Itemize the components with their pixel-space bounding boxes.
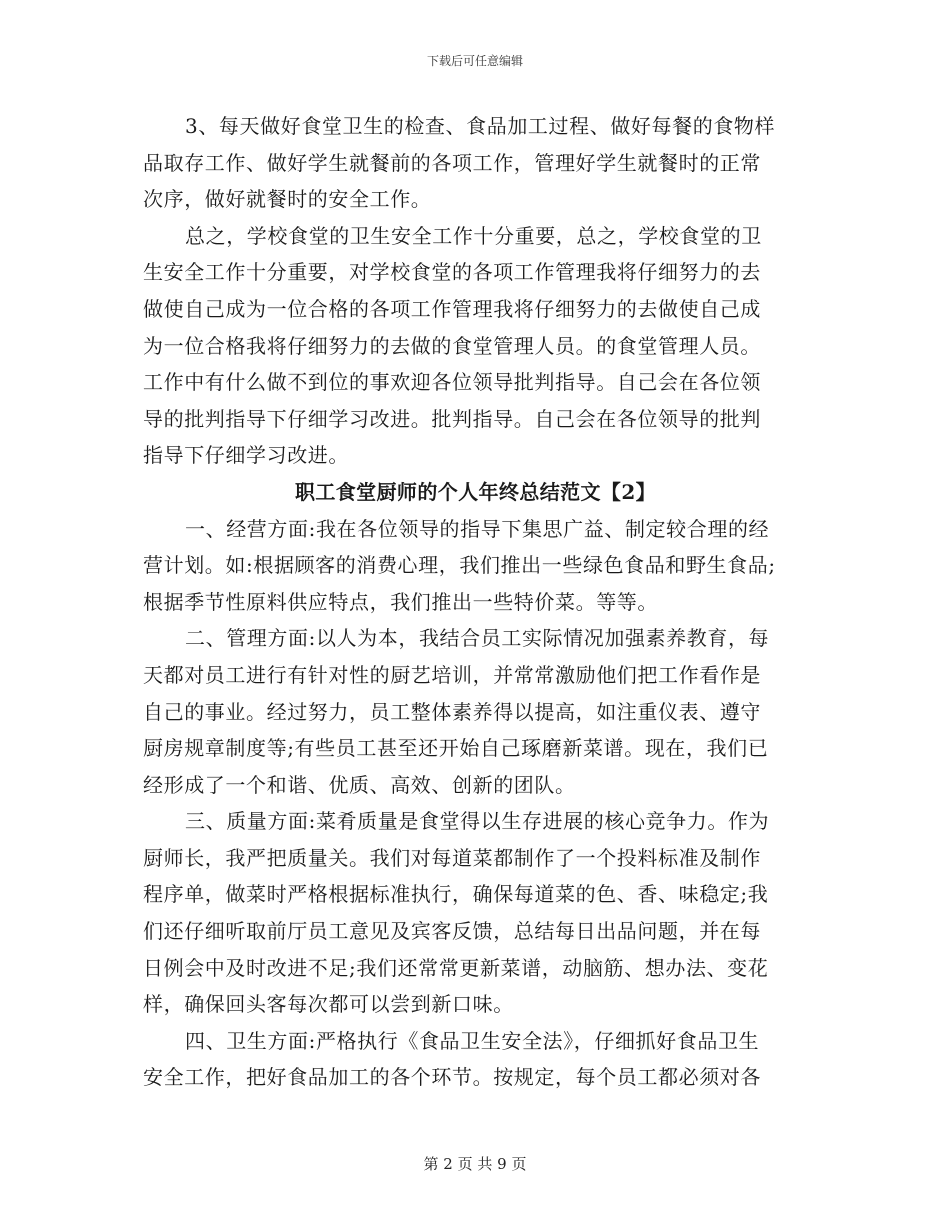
paragraph-line: 自己的事业。经过努力，员工整体素养得以提高，如注重仪表、遵守 — [143, 699, 761, 724]
paragraph-line: 生安全工作十分重要，对学校食堂的各项工作管理我将仔细努力的去 — [143, 260, 761, 285]
document-body — [143, 108, 808, 1096]
paragraph-line: 三、质量方面:菜肴质量是食堂得以生存进展的核心竞争力。作为 — [185, 809, 770, 834]
paragraph-line: 四、卫生方面:严格执行《食品卫生安全法》，仔细抓好食品卫生 — [185, 1028, 760, 1053]
paragraph-line: 们还仔细听取前厅员工意见及宾客反馈，总结每日出品问题，并在每 — [143, 919, 761, 944]
paragraph-line: 工作中有什么做不到位的事欢迎各位领导批判指导。自己会在各位领 — [143, 370, 761, 395]
paragraph-line: 指导下仔细学习改进。 — [143, 443, 349, 468]
section-title: 职工食堂厨师的个人年终总结范文【2】 — [294, 479, 657, 504]
paragraph-line: 厨房规章制度等;有些员工甚至还开始自己琢磨新菜谱。现在，我们已 — [143, 736, 769, 761]
paragraph-line: 总之，学校食堂的卫生安全工作十分重要，总之，学校食堂的卫 — [185, 223, 762, 248]
paragraph-line: 安全工作，把好食品加工的各个环节。按规定，每个员工都必须对各 — [143, 1065, 761, 1090]
paragraph-line: 厨师长，我严把质量关。我们对每道菜都制作了一个投料标准及制作 — [143, 845, 761, 870]
paragraph-line: 次序，做好就餐时的安全工作。 — [143, 187, 432, 212]
paragraph-line: 经形成了一个和谐、优质、高效、创新的团队。 — [143, 772, 576, 797]
paragraph-line: 做使自己成为一位合格的各项工作管理我将仔细努力的去做使自己成 — [143, 296, 761, 321]
paragraph-line: 二、管理方面:以人为本，我结合员工实际情况加强素养教育，每 — [185, 626, 770, 651]
paragraph-line: 为一位合格我将仔细努力的去做的食堂管理人员。的食堂管理人员。 — [143, 333, 761, 358]
paragraph-line: 根据季节性原料供应特点，我们推出一些特价菜。等等。 — [143, 589, 658, 614]
paragraph-line: 程序单，做菜时严格根据标准执行，确保每道菜的色、香、味稳定;我 — [143, 882, 769, 907]
paragraph-line: 导的批判指导下仔细学习改进。批判指导。自己会在各位领导的批判 — [143, 406, 761, 431]
paragraph-line: 营计划。如:根据顾客的消费心理，我们推出一些绿色食品和野生食品; — [143, 553, 776, 578]
paragraph-line: 一、经营方面:我在各位领导的指导下集思广益、制定较合理的经 — [185, 516, 770, 541]
paragraph-line: 3、每天做好食堂卫生的检查、食品加工过程、做好每餐的食物样 — [185, 114, 776, 138]
paragraph-line: 品取存工作、做好学生就餐前的各项工作，管理好学生就餐时的正常 — [143, 150, 761, 175]
page-footer: 第 2 页 共 9 页 — [423, 1155, 527, 1173]
page-header: 下载后可任意编辑 — [426, 54, 523, 68]
paragraph-line: 样，确保回头客每次都可以尝到新口味。 — [143, 992, 514, 1017]
paragraph-line: 天都对员工进行有针对性的厨艺培训，并常常激励他们把工作看作是 — [143, 662, 761, 687]
paragraph-line: 日例会中及时改进不足;我们还常常更新菜谱，动脑筋、想办法、变花 — [143, 955, 769, 980]
